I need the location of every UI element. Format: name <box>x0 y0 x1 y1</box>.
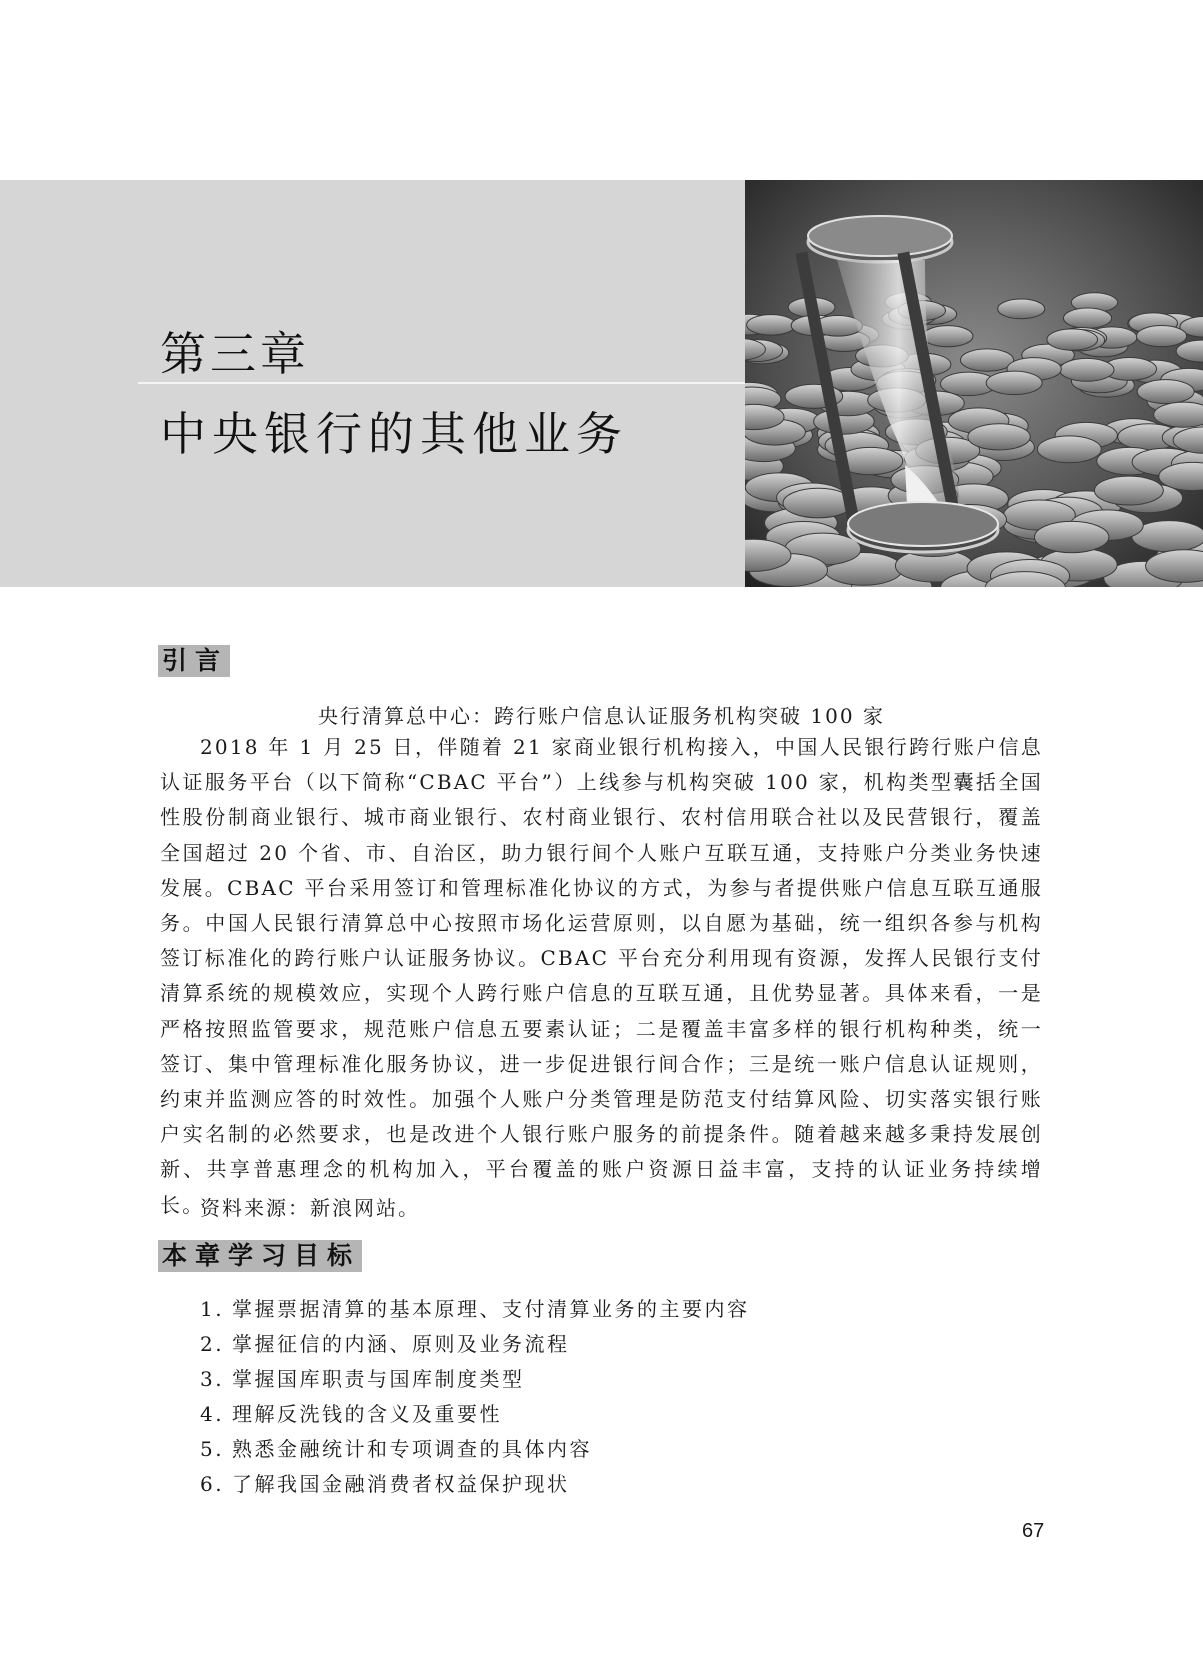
goals-heading: 本章学习目标 <box>158 1240 362 1272</box>
intro-subtitle: 央行清算总中心：跨行账户信息认证服务机构突破 100 家 <box>318 704 885 728</box>
source-note: 资料来源：新浪网站。 <box>200 1196 420 1220</box>
learning-goals-list <box>200 1292 750 1502</box>
goal-item: 5. 熟悉金融统计和专项调查的具体内容 <box>200 1437 592 1461</box>
chapter-number: 第三章 <box>160 327 310 381</box>
coin <box>1047 329 1098 350</box>
intro-body: 2018 年 1 月 25 日，伴随着 21 家商业银行机构接入，中国人民银行跨行账户信息认证服务平台（以下简称“CBAC 平台”）上线参与机构突破 100 家，机构类型囊括全国性股份制商业银行、城市商业银行、农村商业银行、农村信用联合社以及民营银行，覆盖全国超过 20 个省、市、自治区，助力银行间个人账户互联互通，支持账户分类业务快速发展。CBAC 平台采用签订和管理标准化协议的方式，为参与者提供账户信息互联互通服务。中国人民银行清算总中心按照市场化运营原则，以自愿为基础，统一组织各参与机构签订标准化的跨行账户认证服务协议。CBAC 平台充分利用现有资源，发挥人民银行支付清算系统的规模效应，实现个人跨行账户信息的互联互通，且优势显著。具体来看，一是严格按照监管要求，规范账户信息五要素认证；二是覆盖丰富多样的银行机构种类，统一签订、集中管理标准化服务协议，进一步促进银行间合作；三是统一账户信息认证规则，约束并监测应答的时效性。加强个人账户分类管理是防范支付结算风险、切实落实银行账户实名制的必然要求，也是改进个人银行账户服务的前提条件。随着越来越多秉持发展创新、共享普惠理念的机构加入，平台覆盖的账户资源日益丰富，支持的认证业务持续增长。 <box>160 735 1043 1217</box>
goal-item: 3. 掌握国库职责与国库制度类型 <box>200 1367 525 1391</box>
goal-item: 2. 掌握征信的内涵、原则及业务流程 <box>200 1332 570 1356</box>
coin <box>968 424 1030 450</box>
coin <box>960 349 1013 371</box>
chapter-title: 中央银行的其他业务 <box>160 407 628 461</box>
coin <box>1094 476 1163 505</box>
page-number: 67 <box>1022 1520 1045 1542</box>
coin <box>998 299 1045 319</box>
coin <box>1137 380 1194 404</box>
coin <box>747 315 796 336</box>
coin <box>1037 436 1101 463</box>
goal-item: 6. 了解我国金融消费者权益保护现状 <box>200 1472 570 1496</box>
coin <box>1060 358 1114 381</box>
coin <box>1136 326 1186 347</box>
coin <box>923 326 973 347</box>
title-divider <box>138 382 746 384</box>
goal-item: 1. 掌握票据清算的基本原理、支付清算业务的主要内容 <box>200 1297 750 1321</box>
coin <box>986 371 1042 394</box>
goal-item: 4. 理解反洗钱的含义及重要性 <box>200 1402 502 1426</box>
coin <box>1154 402 1203 427</box>
coin <box>1034 521 1108 552</box>
hourglass-coins-image <box>745 180 1203 587</box>
intro-heading: 引言 <box>158 645 230 677</box>
coin <box>1063 308 1111 328</box>
